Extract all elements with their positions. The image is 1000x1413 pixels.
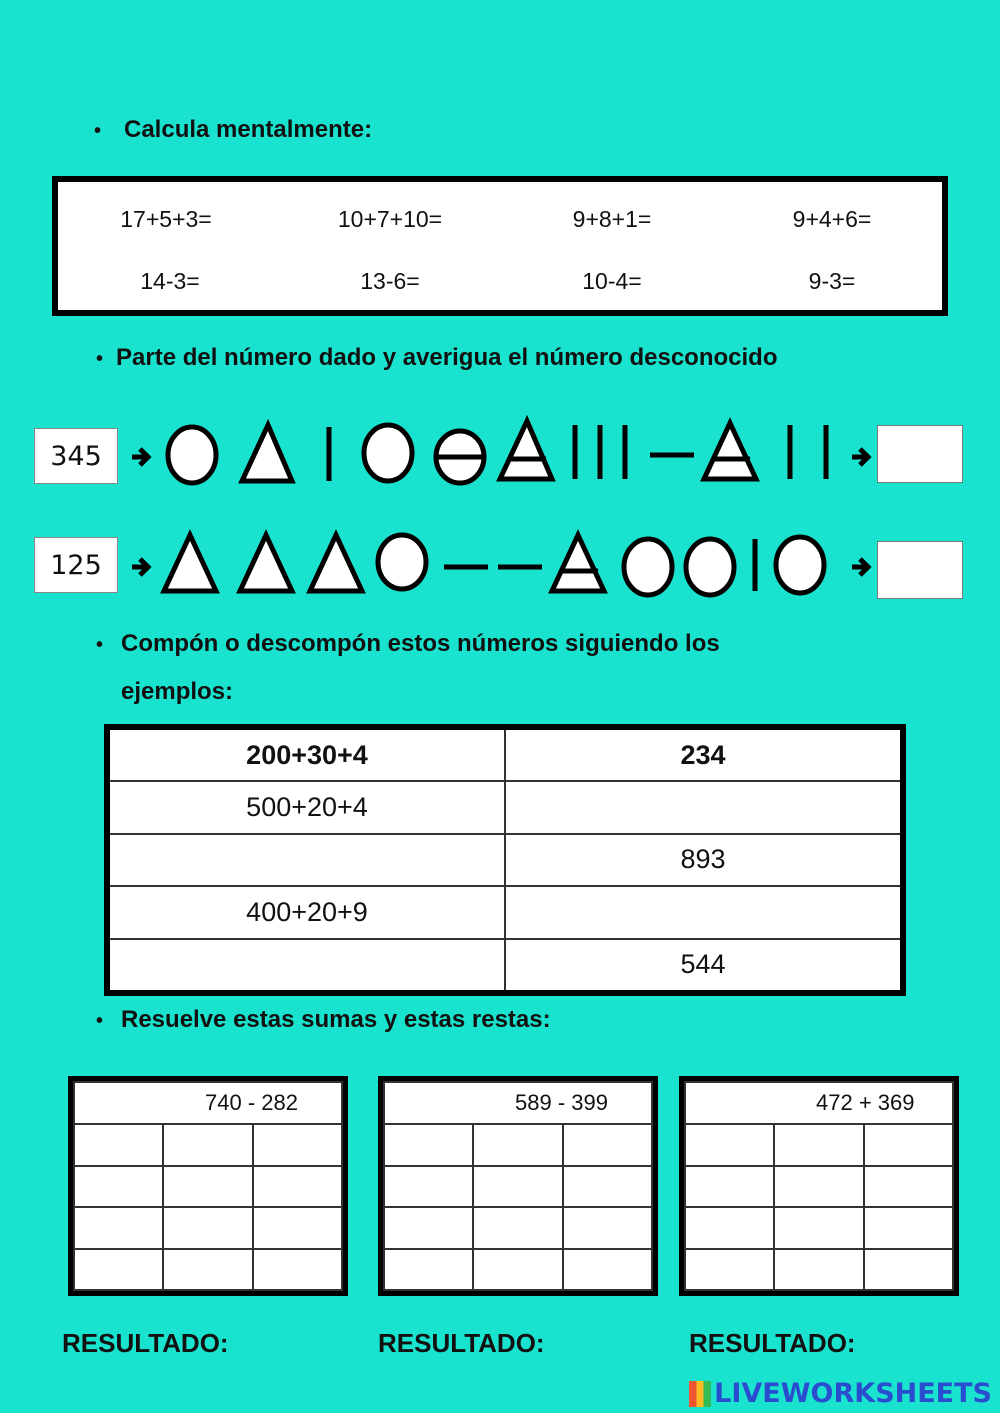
brand-logo [689, 1378, 992, 1409]
grid-cell[interactable] [685, 1124, 774, 1166]
logo-icon [689, 1381, 711, 1407]
start-number-box: 125 [34, 537, 118, 593]
table-cell: 400+20+9 [107, 886, 505, 938]
mental-item: 10-4= [582, 268, 642, 294]
grid-cell[interactable] [253, 1124, 342, 1166]
circle-symbol [776, 537, 824, 593]
operation-grid-1 [68, 1076, 348, 1296]
result-label: RESULTADO: [378, 1328, 545, 1358]
triangle-symbol [164, 535, 216, 591]
circle-symbol [168, 427, 216, 483]
grid-cell[interactable] [384, 1124, 473, 1166]
grid-cell[interactable] [253, 1249, 342, 1291]
brand-name: LIVEWORKSHEETS [714, 1378, 992, 1409]
section2-title: Parte del número dado y averigua el número desconocido [116, 344, 778, 371]
arrow-icon [132, 559, 148, 575]
grid-cell[interactable] [163, 1207, 252, 1249]
answer-box[interactable] [877, 541, 963, 599]
grid-cell[interactable] [473, 1124, 562, 1166]
grid-cell[interactable] [253, 1166, 342, 1208]
mental-item: 9+4+6= [792, 206, 872, 232]
triangle-line-symbol [704, 423, 756, 479]
grid-cell[interactable] [864, 1124, 953, 1166]
bullet: • [96, 634, 104, 656]
operation-label: 740 - 282 [74, 1082, 342, 1124]
grid-cell[interactable] [864, 1249, 953, 1291]
example-right: 234 [505, 727, 903, 781]
operation-grid-3 [679, 1076, 959, 1296]
circle-symbol [686, 539, 734, 595]
grid-cell[interactable] [563, 1207, 652, 1249]
operation-label: 472 + 369 [685, 1082, 953, 1124]
triangle-line-symbol [552, 535, 604, 591]
grid-cell[interactable] [74, 1166, 163, 1208]
arrow-icon [852, 449, 868, 465]
bullet: • [96, 348, 104, 370]
answer-cell[interactable] [505, 886, 903, 938]
grid-cell[interactable] [384, 1207, 473, 1249]
grid-cell[interactable] [563, 1124, 652, 1166]
grid-cell[interactable] [563, 1249, 652, 1291]
table-cell: 893 [505, 834, 903, 886]
section3-title-line2: ejemplos: [121, 678, 234, 705]
triangle-symbol [310, 535, 362, 591]
section3-title-line1: Compón o descompón estos números siguiendo los [121, 630, 720, 657]
grid-cell[interactable] [253, 1207, 342, 1249]
grid-cell[interactable] [384, 1249, 473, 1291]
result-label: RESULTADO: [689, 1328, 856, 1358]
section4-title: Resuelve estas sumas y estas restas: [121, 1006, 551, 1033]
grid-cell[interactable] [163, 1166, 252, 1208]
grid-cell[interactable] [864, 1207, 953, 1249]
answer-cell[interactable] [107, 834, 505, 886]
grid-cell[interactable] [685, 1249, 774, 1291]
grid-cell[interactable] [774, 1249, 863, 1291]
answer-cell[interactable] [107, 939, 505, 993]
circle-symbol [364, 425, 412, 481]
grid-cell[interactable] [473, 1207, 562, 1249]
example-left: 200+30+4 [107, 727, 505, 781]
table-row [107, 886, 903, 938]
grid-cell[interactable] [563, 1166, 652, 1208]
mental-item: 17+5+3= [120, 206, 212, 232]
grid-cell[interactable] [163, 1249, 252, 1291]
table-row [107, 939, 903, 993]
mental-item: 9+8+1= [572, 206, 652, 232]
table-row [107, 727, 903, 781]
grid-cell[interactable] [774, 1166, 863, 1208]
grid-cell[interactable] [864, 1166, 953, 1208]
circle-symbol [378, 535, 426, 589]
grid-cell[interactable] [74, 1207, 163, 1249]
bullet: • [94, 120, 102, 142]
result-label: RESULTADO: [62, 1328, 229, 1358]
table-row [107, 834, 903, 886]
circle-symbol [624, 539, 672, 595]
mental-item: 13-6= [360, 268, 420, 294]
arrow-icon [852, 559, 868, 575]
symbol-row-2 [120, 525, 880, 605]
mental-calc-box [52, 176, 948, 316]
start-number-box: 345 [34, 428, 118, 484]
operation-label: 589 - 399 [384, 1082, 652, 1124]
grid-cell[interactable] [384, 1166, 473, 1208]
grid-cell[interactable] [774, 1124, 863, 1166]
compose-table [104, 724, 906, 996]
grid-cell[interactable] [685, 1166, 774, 1208]
triangle-line-symbol [500, 421, 552, 479]
grid-cell[interactable] [163, 1124, 252, 1166]
triangle-symbol [240, 535, 292, 591]
arrow-icon [132, 449, 148, 465]
operation-grid-2 [378, 1076, 658, 1296]
grid-cell[interactable] [774, 1207, 863, 1249]
section1-title: Calcula mentalmente: [124, 116, 373, 143]
table-cell: 544 [505, 939, 903, 993]
answer-cell[interactable] [505, 781, 903, 833]
grid-cell[interactable] [74, 1249, 163, 1291]
grid-cell[interactable] [473, 1166, 562, 1208]
table-row [107, 781, 903, 833]
table-cell: 500+20+4 [107, 781, 505, 833]
mental-item: 10+7+10= [337, 206, 443, 232]
grid-cell[interactable] [473, 1249, 562, 1291]
mental-item: 14-3= [140, 268, 200, 294]
symbol-row-1 [120, 415, 880, 495]
triangle-symbol [242, 425, 292, 481]
grid-cell[interactable] [74, 1124, 163, 1166]
answer-box[interactable] [877, 425, 963, 483]
grid-cell[interactable] [685, 1207, 774, 1249]
bullet: • [96, 1010, 104, 1032]
mental-item: 9-3= [808, 268, 856, 294]
